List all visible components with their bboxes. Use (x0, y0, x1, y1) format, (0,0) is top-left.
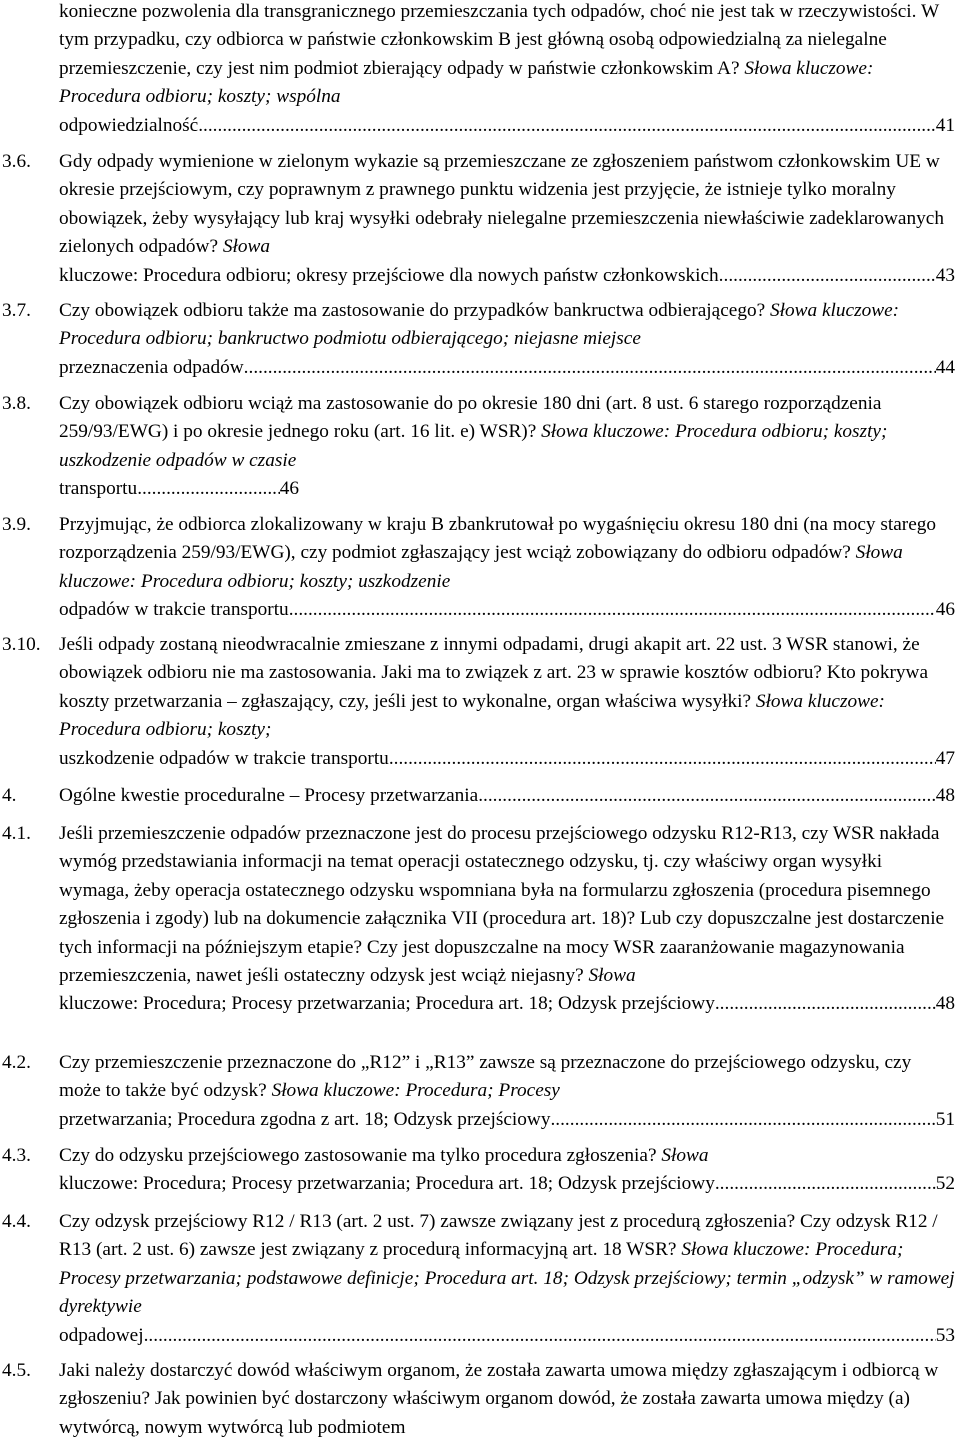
toc-entry-leader-line (59, 1322, 955, 1350)
dot-leader (144, 1322, 936, 1350)
toc-entry-keywords: Słowa (222, 236, 270, 258)
toc-entry-last-line: kluczowe: Procedura; Procesy przetwarzania; Procedura art. 18; Odzysk przejściowy (59, 1173, 715, 1195)
toc-entry-keywords: Słowa (588, 965, 636, 987)
toc-entry-page: 52 (935, 1173, 955, 1195)
toc-entry-leader-line (59, 262, 955, 290)
dot-leader (478, 782, 936, 810)
toc-entry-keywords: Słowa kluczowe: Procedura; Procesy przetwarzania; podstawowe definicje; Procedura art. 18; Odzysk przejściowy; termin „odzysk” w ramowej dyrektywie (59, 1239, 955, 1318)
toc-entry-body: Czy obowiązek odbioru wciąż ma zastosowanie do po okresie 180 dni (art. 8 ust. 6 starego rozporządzenia 259/93/EWG) i po okresie jednego roku (art. 16 lit. e) WSR)? (59, 393, 882, 443)
toc-entry-keywords: Słowa kluczowe: Procedura odbioru; koszty; (59, 690, 885, 741)
dot-leader (289, 596, 936, 624)
toc-entry-leader-line (59, 1170, 955, 1198)
dot-leader (244, 354, 936, 382)
toc-entry-page: 48 (935, 785, 955, 806)
toc-entry-3-7[interactable] (2, 297, 955, 382)
toc-entry-text (59, 1357, 955, 1442)
toc-entry-number: 4.4. (2, 1211, 31, 1232)
toc-entry-leader-line (59, 990, 955, 1018)
toc-entry-number: 4.2. (2, 1052, 31, 1073)
toc-entry-leader-line (59, 354, 955, 382)
toc-entry-leader-line (59, 475, 299, 503)
toc-entry-last-line: odpowiedzialność (59, 114, 199, 136)
toc-entry-leader-line (59, 1106, 955, 1134)
dot-leader (715, 990, 936, 1018)
toc-entry-4-2[interactable] (2, 1049, 955, 1134)
toc-entry-last-line: Ogólne kwestie proceduralne – Procesy przetwarzania (59, 785, 479, 806)
toc-entry-body: Jeśli odpady zostaną nieodwracalnie zmieszane z innymi odpadami, drugi akapit art. 22 ust. 3 WSR stanowi, że obowiązek odbioru nie ma zastosowania. Jaki ma to związek z art. 23 w sprawie kosztów odbioru? Kto pokrywa koszty przetwarzania – zgłaszający, czy, jeśli jest to wykonalne, organ właściwa wysyłki? (59, 634, 929, 712)
dot-leader (389, 745, 936, 773)
dot-leader (198, 112, 936, 140)
toc-entry-text (59, 1049, 955, 1106)
toc-entry-page: 43 (935, 264, 955, 286)
toc-entry-number: 4. (2, 785, 17, 806)
toc-entry-leader-line (59, 596, 955, 624)
toc-entry-text (59, 511, 955, 596)
toc-entry-keywords: Słowa kluczowe: Procedura odbioru; koszty; uszkodzenie (59, 542, 903, 592)
toc-entry-last-line: kluczowe: Procedura odbioru; okresy przejściowe dla nowych państw członkowskich (59, 264, 719, 286)
toc-entry-last-line: odpadowej (59, 1324, 144, 1346)
toc-entry-page: 46 (279, 478, 299, 500)
toc-entry-leader-line (59, 782, 955, 810)
toc-entry-4-5[interactable] (2, 1357, 955, 1442)
toc-entry-3-9[interactable] (2, 511, 955, 625)
dot-leader (137, 475, 280, 503)
toc-entry-page: 48 (935, 993, 955, 1015)
toc-entry-last-line: kluczowe: Procedura; Procesy przetwarzania; Procedura art. 18; Odzysk przejściowy (59, 993, 715, 1015)
toc-entry-text (59, 1208, 955, 1322)
toc-entry-page: 41 (935, 114, 955, 136)
toc-entry-page: 53 (935, 1324, 955, 1346)
toc-entry-body: Przyjmując, że odbiorca zlokalizowany w kraju B zbankrutował po wygaśnięciu okresu 180 dni (na mocy starego rozporządzenia 259/93/EWG), czy podmiot zgłaszający jest wciąż zobowiązany do odbioru odpadów? (59, 514, 937, 564)
toc-entry-page: 44 (935, 356, 955, 378)
toc-entry-body: Gdy odpady wymienione w zielonym wykazie są przemieszczane ze zgłoszeniem państwom członkowskim UE w okresie przejściowym, czy poprawnym z prawnego punktu widzenia jest przyjęcie, że istnieje tylko moralny obowiązek, żeby wysyłający lub kraj wysyłki odebrały nielegalne przemieszczenia niewłaściwie zadeklarowanych zielonych odpadów? (59, 151, 944, 258)
toc-entry-number: 4.3. (2, 1145, 31, 1166)
toc-entry-number: 4.5. (2, 1360, 31, 1381)
toc-entry-4-3[interactable] (2, 1142, 955, 1199)
toc-entry-body: Jaki należy dostarczyć dowód właściwym organom, że została zawarta umowa między zgłaszającym i odbiorcą w zgłoszeniu? Jak powinien być dostarczony właściwym organom dowód, że została zawarta umowa między (a) wytwórcą, nowym wytwórcą lub podmiotem (59, 1360, 939, 1438)
toc-entry-last-line: przetwarzania; Procedura zgodna z art. 18; Odzysk przejściowy (59, 1108, 551, 1130)
toc-entry-text (59, 631, 955, 745)
toc-entry-body: Czy odzysk przejściowy R12 / R13 (art. 2 ust. 7) zawsze związany jest z procedurą zgłoszenia? Czy odzysk R12 / R13 (art. 2 ust. 6) zawsze jest związany z procedurą informacyjną art. 18 WSR? (59, 1211, 938, 1261)
toc-entry-4-4[interactable] (2, 1208, 955, 1350)
dot-leader (719, 262, 936, 290)
dot-leader (715, 1170, 936, 1198)
dot-leader (550, 1106, 935, 1134)
toc-entry-page: 46 (935, 599, 955, 621)
toc-entry-3-8[interactable] (2, 390, 955, 504)
toc-entry-number: 3.6. (2, 151, 31, 172)
toc-entry-number: 4.1. (2, 823, 31, 844)
toc-entry-text (59, 390, 955, 475)
toc-entry-text (59, 1142, 955, 1170)
toc-entry-text (59, 820, 955, 990)
toc-entry-4-1[interactable] (2, 820, 955, 1019)
toc-entry-leader-line (59, 112, 955, 140)
toc-entry-body: Jeśli przemieszczenie odpadów przeznaczone jest do procesu przejściowego odzysku R12-R13, czy WSR nakłada wymóg przedstawiania informacji na temat operacji ostatecznego odzysku, tj. czy właściwy organ wysyłki wymaga, żeby operacja ostatecznego odzysku wspomniana była na formularzu zgłoszenia (procedura pisemnego zgłoszenia i zgody) lub na dokumencie załącznika VII (procedura art. 18)? Lub czy dopuszczalne jest dostarczenie tych informacji na późniejszym etapie? Czy jest dopuszczalne na mocy WSR zaaranżowanie magazynowania przemieszczenia, nawet jeśli ostateczny odzysk jest wciąż niejasny? (59, 823, 945, 987)
toc-entry-number: 3.10. (2, 634, 41, 655)
toc-entry-3-6[interactable] (2, 148, 955, 290)
toc-entry-keywords: Słowa (661, 1145, 709, 1166)
toc-entry-text (59, 148, 955, 262)
toc-entry-last-line: odpadów w trakcie transportu (59, 599, 289, 621)
toc-entry-number: 3.9. (2, 514, 31, 535)
toc-entry-body: konieczne pozwolenia dla transgranicznego przemieszczania tych odpadów, choć nie jest tak w rzeczywistości. W tym przypadku, czy odbiorca w państwie członkowskim B jest główną osobą odpowiedzialną za nielegalne przemieszczenie, czy jest nim podmiot zbierający odpady w państwie członkowskim A? (59, 1, 939, 79)
toc-entry-body: Czy obowiązek odbioru także ma zastosowanie do przypadków bankructwa odbierającego? (59, 300, 766, 321)
toc-entry-keywords: Słowa kluczowe: Procedura; Procesy (271, 1080, 560, 1102)
toc-entry-text (59, 297, 955, 354)
toc-entry-page: 51 (935, 1108, 955, 1130)
toc-entry-last-line: transportu (59, 478, 138, 500)
toc-entry-last-line: uszkodzenie odpadów w trakcie transportu (59, 747, 389, 769)
toc-entry-body: Czy przemieszczenie przeznaczone do „R12” i „R13” zawsze są przeznaczone do przejściowego odzysku, czy może to także być odzysk? (59, 1052, 912, 1102)
toc-entry-last-line: przeznaczenia odpadów (59, 356, 244, 378)
toc-entry-body: Czy do odzysku przejściowego zastosowanie ma tylko procedura zgłoszenia? (59, 1145, 657, 1166)
toc-entry-page: 47 (935, 747, 955, 769)
toc-entry-leader-line (59, 745, 955, 773)
toc-entry-keywords: Słowa kluczowe: Procedura odbioru; koszty; uszkodzenie odpadów w czasie (59, 421, 888, 471)
toc-entry-text (59, 0, 955, 112)
toc-entry-keywords: Słowa kluczowe: Procedura odbioru; bankructwo podmiotu odbierającego; niejasne miejsce (59, 300, 900, 350)
toc-entry-number: 3.7. (2, 300, 31, 321)
toc-entry-3-10[interactable] (2, 631, 955, 773)
toc-entry-number: 3.8. (2, 393, 31, 414)
toc-entry-keywords: Słowa kluczowe: Procedura odbioru; koszty; wspólna (59, 57, 874, 108)
toc-entry-continuation (59, 0, 955, 140)
toc-entry-4[interactable] (2, 782, 955, 810)
